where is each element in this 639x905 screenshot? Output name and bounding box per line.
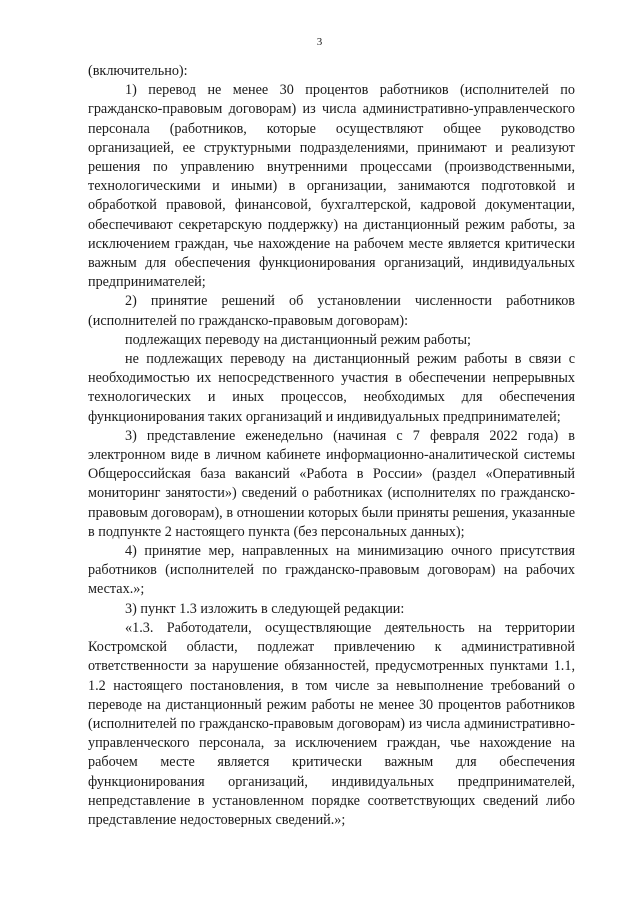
document-body [88,62,575,830]
paragraph-continuation: (включительно): [88,63,188,79]
paragraph-amendment-3: 3) пункт 1.3 изложить в следующей редакции: [125,600,405,617]
paragraph-item-1: 1) перевод не менее 30 процентов работников (исполнителей по гражданско-правовым договорам) из числа административно-управленческого персонала (работников, которые осуществляют общее руководство организацией, ее структурными подразделениями, принимают и реализуют решения по управлению внутренними процессами (производственными, технологическими и иными) в организации, занимаются подготовкой и обработкой правовой, финансовой, бухгалтерской, кадровой документации, обеспечивают секретарскую поддержку) на дистанционный режим работы, за исключением граждан, чье нахождение на рабочем месте является критически важным для обеспечения функционирования организаций, индивидуальных предпринимателей; [88,82,575,291]
paragraph-item-4: 4) принятие мер, направленных на минимизацию очного присутствия работников (исполнителей по гражданско-правовым договорам) на рабочих местах.»; [88,543,575,598]
page-number: 3 [316,36,323,48]
paragraph-item-2: 2) принятие решений об установлении численности работников (исполнителей по гражданско-правовым договорам): [88,293,575,329]
paragraph-subitem-onsite: не подлежащих переводу на дистанционный режим работы в связи с необходимостью их непосредственного участия в обеспечении непрерывных технологических и иных процессов, необходимых для обеспечения функционирования таких организаций и индивидуальных предпринимателей; [88,351,575,425]
paragraph-clause-1-3: «1.3. Работодатели, осуществляющие деятельность на территории Костромской области, подлежат привлечению к административной ответственности за нарушение обязанностей, предусмотренных пунктами 1.1, 1.2 настоящего постановления, в том числе за невыполнение требований о переводе на дистанционный режим работы не менее 30 процентов работников (исполнителей по гражданско-правовым договорам) из числа административно-управленческого персонала, за исключением граждан, чье нахождение на рабочем месте является критически важным для обеспечения функционирования организаций, индивидуальных предпринимателей, непредставление в установленном порядке соответствующих сведений либо представление недостоверных сведений.»; [88,619,575,828]
paragraph-item-3: 3) представление еженедельно (начиная с 7 февраля 2022 года) в электронном виде в личном кабинете информационно-аналитической системы Общероссийская база вакансий «Работа в России» (раздел «Оперативный мониторинг занятости») сведений о работниках (исполнителях по гражданско-правовым договорам), в отношении которых были приняты решения, указанные в подпункте 2 настоящего пункта (без персональных данных); [88,427,575,540]
paragraph-subitem-remote: подлежащих переводу на дистанционный режим работы; [125,331,471,348]
